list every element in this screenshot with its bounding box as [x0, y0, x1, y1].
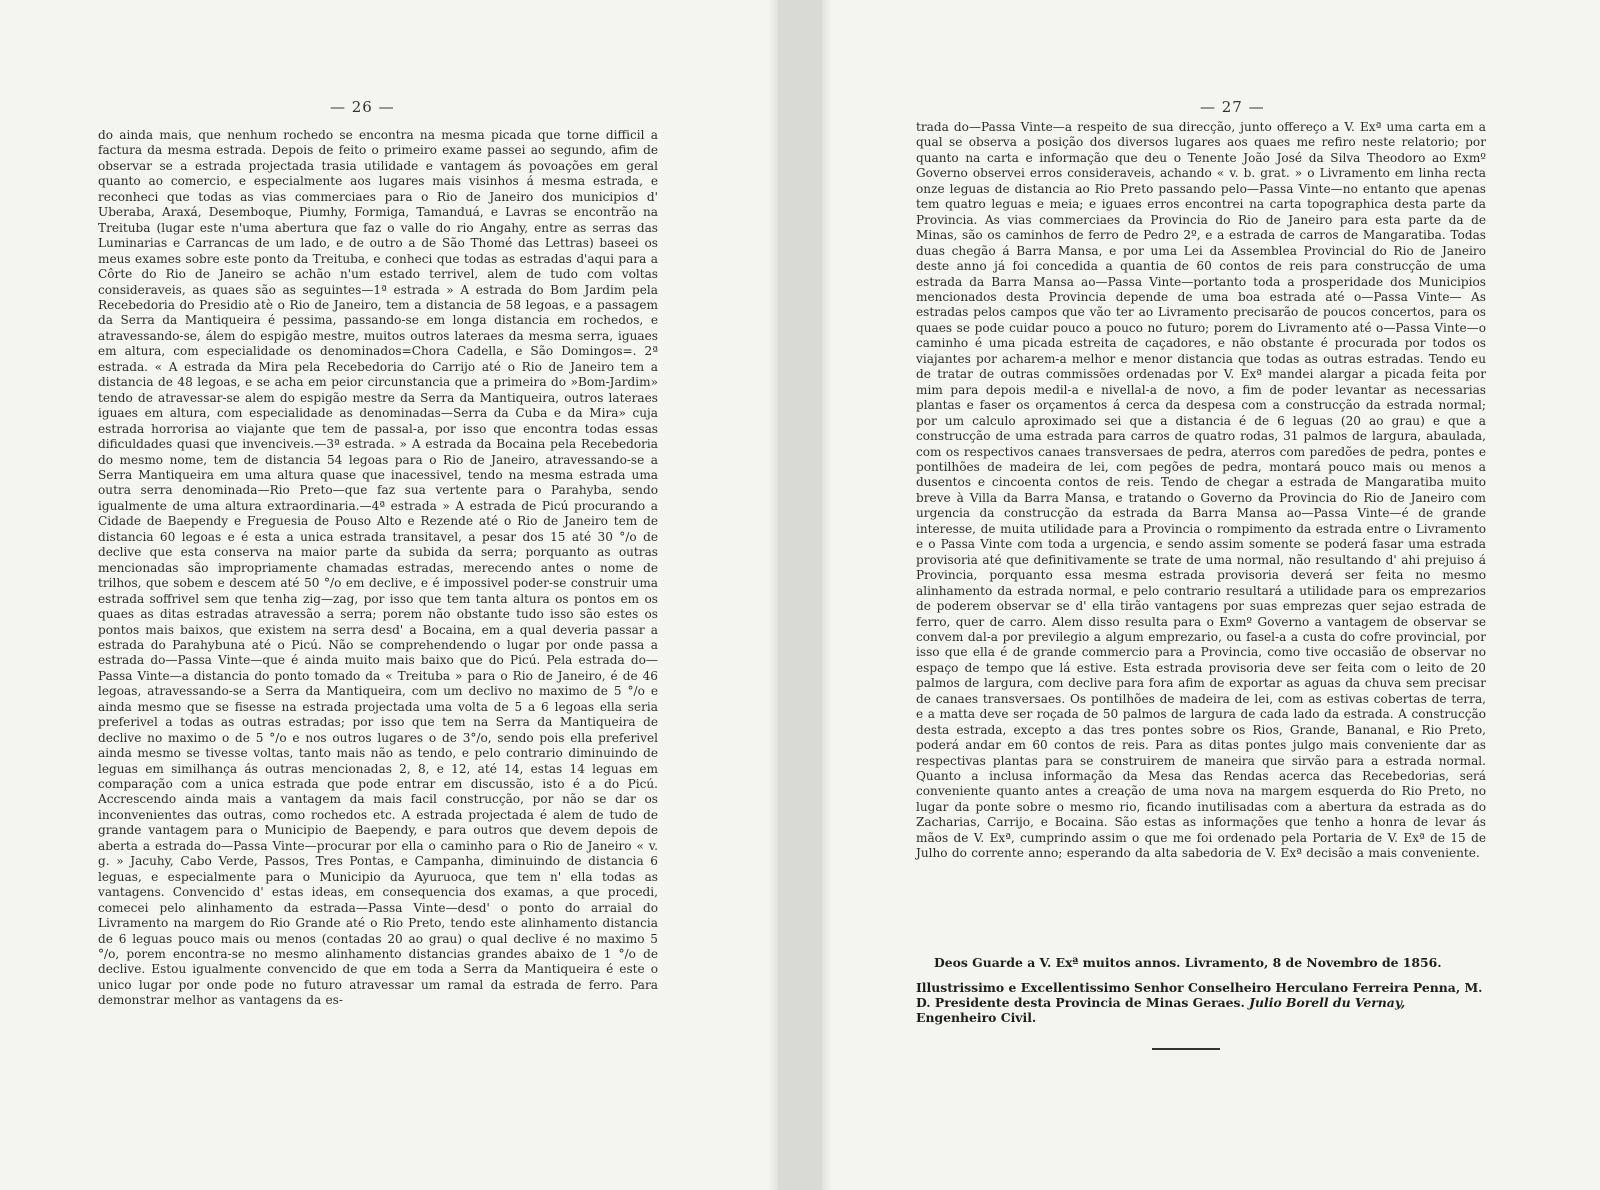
page-number-right: — 27 — [1200, 98, 1265, 116]
left-page [0, 0, 778, 1190]
book-gutter [778, 0, 822, 1190]
signature: Julio Borell du Vernay, [1249, 995, 1406, 1010]
page-edge-shadow [822, 0, 832, 1190]
signature-title: Engenheiro Civil. [916, 1010, 1037, 1025]
right-page [822, 0, 1600, 1190]
page-number-left: — 26 — [330, 98, 395, 116]
closing-rule [1152, 1048, 1220, 1050]
page-edge-shadow [768, 0, 778, 1190]
addressee: Illustrissimo e Excellentissimo Senhor Conselheiro Herculano Ferreira Penna, M. D. Presidente desta Provincia de Minas Geraes. [916, 980, 1483, 1010]
left-paragraph-1: do ainda mais, que nenhum rochedo se encontra na mesma picada que torne difficil a factura da mesma estrada. Depois de feito o primeiro exame passei ao segundo, afim de observar se a estrada projectada trasia utilidade e vantagem ás povoações em geral quanto ao comercio, e especialmente aos lugares mais visinhos á mesma estrada, e reconheci que todas as vias commerciaes para o Rio de Janeiro dos municipios d' Uberaba, Araxá, Desemboque, Piumhy, Formiga, Tamanduá, e Lavras se encontrão na Treituba (lugar este n'uma abertura que faz o valle do rio Angahy, entre as serras das Luminarias e Carrancas de um lado, e de outro a de São Thomé das Lettras) baseei os meus exames sobre este ponto da Treituba, e conheci que todas as estradas d'aqui para a Côrte do Rio de Janeiro se achão n'um estado terrivel, alem de tudo com voltas consideraveis, as quaes são as seguintes—1ª estrada » A estrada do Bom Jardim pela Recebedoria do Presidio atè o Rio de Janeiro, tem a distancia de 58 legoas, e a passagem da Serra da Mantiqueira é pessima, passando-se em longa distancia em rochedos, e atravessando-se, álem do espigão mestre, muitos outros lateraes da mesma serra, iguaes em altura, com especialidade os denominados=Chora Cadella, e São Domingos=. 2ª estrada. « A estrada da Mira pela Recebedoria do Carrijo até o Rio de Janeiro tem a distancia de 48 legoas, e se acha em peior circunstancia que a primeira do »Bom-Jardim» tendo de atravessar-se alem do espigão mestre da Serra da Mantiqueira, outros lateraes iguaes em altura, com especialidade as denominadas—Serra da Cuba e da Mira» cuja estrada horrorisa ao viajante que tem de passal-a, por isso que encontra todas essas dificuldades quasi que invenciveis.—3ª estrada. » A estrada da Bocaina pela Recebedoria do mesmo nome, tem de distancia 54 legoas para o Rio de Janeiro, atravessando-se a Serra Mantiqueira em uma altura quase que inacessivel, tendo na mesma estrada uma outra serra denominada—Rio Preto—que faz sua vertente para o Parahyba, sendo igualmente de uma altura extraordinaria.—4ª estrada » A estrada de Picú procurando a Cidade de Baependy e Freguesia de Pouso Alto e Rezende até o Rio de Janeiro tem de distancia 60 legoas e é esta a unica estrada transitavel, a pesar dos 15 até 30 °/o de declive que esta conserva na maior parte da subida da serra; porquanto as outras mencionadas são impropriamente chamadas estradas, merecendo antes o nome de trilhos, que sobem e descem até 50 °/o em declive, e é impossivel poder-se construir uma estrada soffrivel sem que tenha zig—zag, por isso que tem tanta altura os pontos em os quaes as ditas estradas atravessão a serra; porem não obstante tudo isso são estes os pontos mais baixos, que existem na serra desd' a Bocaina, em a qual deveria passar a estrada do Parahybuna até o Picú. Não se comprehendendo o lugar por onde passa a estrada do—Passa Vinte—que é ainda muito mais baixo que do Picú. Pela estrada do—Passa Vinte—a distancia do ponto tomado da « Treituba » para o Rio de Janeiro, é de 46 legoas, atravessando-se a Serra da Mantiqueira, com um declivo no maximo de 5 °/o e ainda mesmo que se fisesse na estrada projectada uma volta de 5 a 6 legoas ella seria preferivel a todas as outras estradas; por isso que tem na Serra da Mantiqueira de declive no maximo o de 5 °/o e nos outros lugares o de 3°/o, sendo pois ella preferivel ainda mesmo se tivesse voltas, tanto mais não as tendo, e pelo contrario diminuindo de leguas em similhança ás outras mencionadas 2, 8, e 12, até 14, estas 14 leguas em comparação com a unica estrada que pode entrar em discussão, isto é a do Picú. Accrescendo ainda mais a vantagem da mais facil construcção, por não se dar os inconvenientes das outras, como rochedos etc. A estrada projectada é alem de tudo de grande vantagem para o Municipio de Baependy, e para outros que devem depois de aberta a estrada do—Passa Vinte—procurar por ella o caminho para o Rio de Janeiro « v. g. » Jacuhy, Cabo Verde, Passos, Tres Pontas, e Campanha, diminuindo de distancia 6 leguas, e especialmente para o Municipio da Ayuruoca, que tem n' ella todas as vantagens. Convencido d' estas ideas, em consequencia dos examas, a que procedi, comecei pelo alinhamento da estrada—Passa Vinte—desd' o ponto do arraial do Livramento na margem do Rio Grande até o Rio Preto, tendo este alinhamento distancia de 6 leguas pouco mais ou menos (contadas 20 ao grau) o qual declive é no maximo 5 °/o, porem encontra-se no mesmo alinhamento distancias grandes abaixo de 1 °/o de declive. Estou igualmente convencido de que em toda a Serra da Mantiqueira é este o unico lugar por onde pode no futuro atravessar um ramal da estrada de ferro. Para demonstrar melhor as vantagens da es- [98, 128, 658, 1008]
right-paragraph-1: trada do—Passa Vinte—a respeito de sua direcção, junto offereço a V. Exª uma carta em a qual se observa a posição dos diversos lugares aos quaes me refiro neste relatorio; por quanto na carta e informação que deu o Tenente João José da Silva Theodoro ao Exmº Governo observei erros consideraveis, achando « v. b. grat. » o Livramento em linha recta onze leguas de distancia ao Rio Preto passando pelo—Passa Vinte—no entanto que apenas tem quatro leguas e meia; e iguaes erros encontrei na carta topographica desta parte da Provincia. As vias commerciaes da Provincia do Rio de Janeiro para esta parte da de Minas, são os caminhos de ferro de Pedro 2º, e a estrada de carros de Mangaratiba. Todas duas chegão á Barra Mansa, e por uma Lei da Assemblea Provincial do Rio de Janeiro deste anno já foi concedida a quantia de 60 contos de reis para construcção de uma estrada da Barra Mansa ao—Passa Vinte—portanto toda a prosperidade dos Municipios mencionados desta Provincia depende de uma boa estrada até o—Passa Vinte— As estradas pelos campos que vão ter ao Livramento precisarão de poucos concertos, para os quaes se pode cuidar pouco a pouco no futuro; porem do Livramento até o—Passa Vinte—o caminho é uma picada estreita de caçadores, e não obstante é procurada por todos os viajantes por acharem-a melhor e menor distancia que todas as outras estradas. Tendo eu de tratar de outras commissões ordenadas por V. Exª mandei alargar a picada feita por mim para depois medil-a e nivellal-a de novo, a fim de poder levantar as necessarias plantas e faser os orçamentos á cerca da despesa com a construcção da estrada normal; por um calculo aproximado sei que a distancia é de 6 leguas (20 ao grau) e que a construcção de uma estrada para carros de quatro rodas, 31 palmos de largura, abaulada, com os respectivos canaes transversaes de pedra, aterros com paredões de pedra, pontes e pontilhões de madeira de lei, com pegões de pedra, montará pouco mais ou menos a dusentos e cincoenta contos de reis. Tendo de chegar a estrada de Mangaratiba muito breve à Villa da Barra Mansa, e tratando o Governo da Provincia do Rio de Janeiro com urgencia da construcção da estrada da Barra Mansa ao—Passa Vinte—é de grande interesse, de muita utilidade para a Provincia o rompimento da estrada entre o Livramento e o Passa Vinte com toda a urgencia, e sendo assim somente se poderá fasar uma estrada provisoria até que definitivamente se trate de uma normal, não resultando d' ahi prejuiso á Provincia, porquanto essa mesma estrada provisoria deverá ser feita no mesmo alinhamento da estrada normal, e pelo contrario resultará a utilidade para os emprezarios de poderem observar se d' ella tirão vantagens por suas emprezas quer sejao estrada de ferro, quer de carro. Alem disso resulta para o Exmº Governo a vantagem de observar se convem dal-a por previlegio a algum emprezario, ou fasel-a a custa do cofre provincial, por isso que ella é de grande commercio para a Provincia, como tive occasião de observar no espaço de tempo que lá estive. Esta estrada provisoria deve ser feita com o leito de 20 palmos de largura, com declive para fora afim de exportar as aguas da chuva sem precisar de canaes transversaes. Os pontilhões de madeira de lei, com as estivas cobertas de terra, e a matta deve ser roçada de 50 palmos de largura de cada lado da estrada. A construcção desta estrada, excepto a das tres pontes sobre os Rios, Grande, Bananal, e Rio Preto, poderá andar em 60 contos de reis. Para as ditas pontes julgo mais conveniente dar as respectivas plantas para se construirem de maneira que sirvão para a estrada normal. Quanto a inclusa informação da Mesa das Rendas acerca das Recebedorias, será conveniente quanto antes a creação de uma nova na margem esquerda do Rio Preto, no lugar da ponte sobre o mesmo rio, ficando inutilisadas com a abertura da estrada as do Zacharias, Carrijo, e Bocaina. São estas as informações que tenho a honra de levar ás mãos de V. Exª, cumprindo assim o que me foi ordenado pela Portaria de V. Exª de 15 de Julho do corrente anno; esperando da alta sabedoria de V. Exª decisão a mais conveniente. [916, 120, 1486, 861]
right-page-body [916, 120, 1486, 862]
closing-salutation: Deos Guarde a V. Exª muitos annos. Livramento, 8 de Novembro de 1856. [934, 955, 1442, 970]
addressee-block [916, 980, 1486, 1025]
left-page-body [98, 128, 658, 1009]
